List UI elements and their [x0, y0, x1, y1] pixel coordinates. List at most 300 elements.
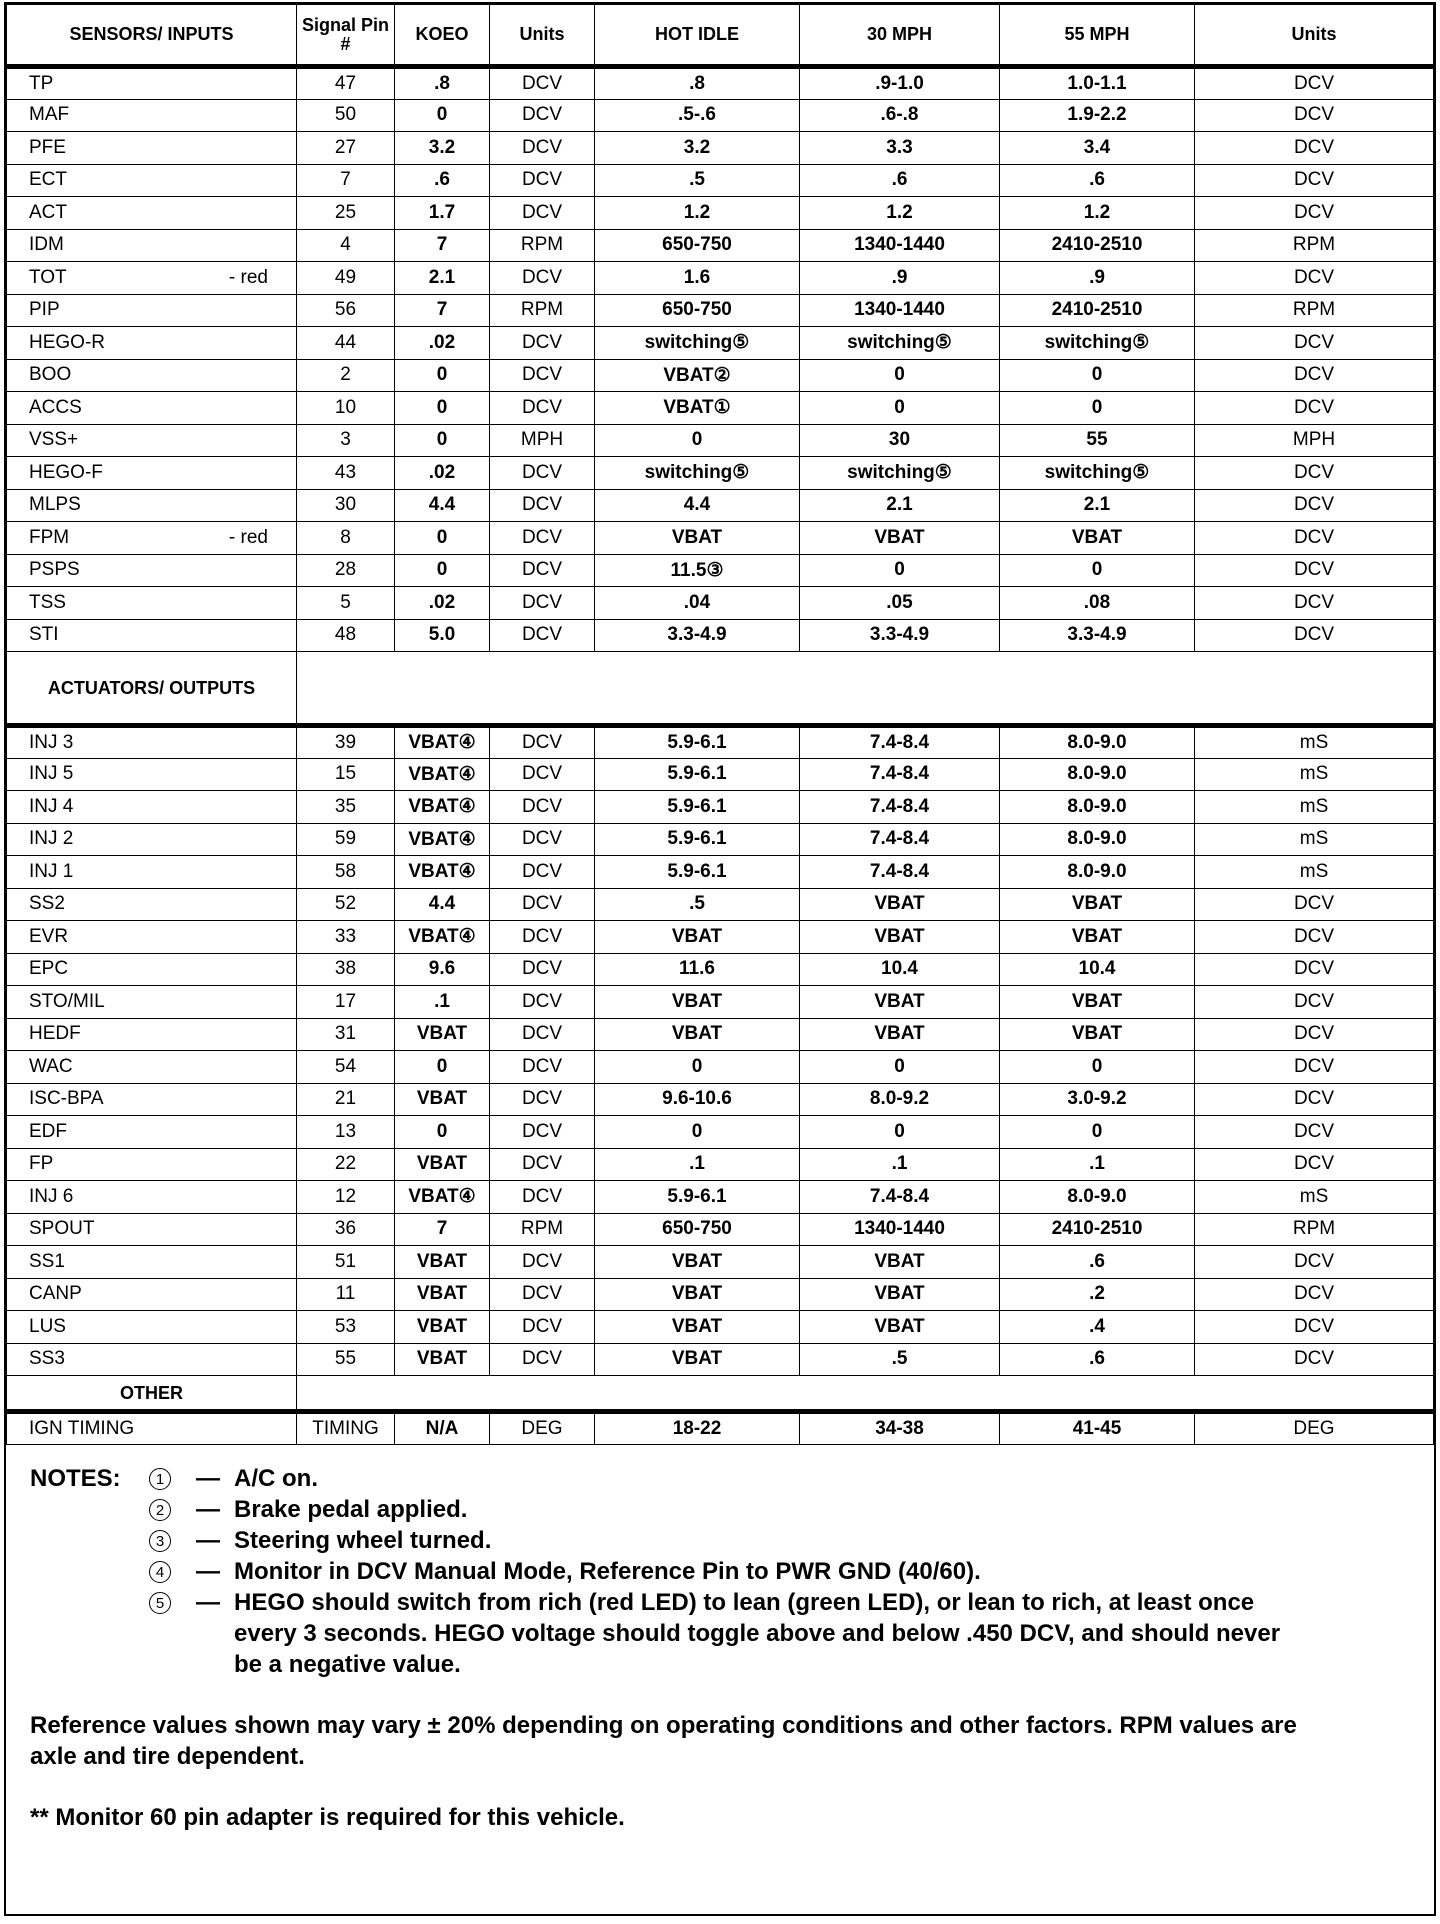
signal-pin: 13	[297, 1116, 395, 1149]
table-row	[7, 489, 1434, 522]
signal-pin: TIMING	[297, 1412, 395, 1445]
signal-pin: 11	[297, 1278, 395, 1311]
units: DCV	[1195, 522, 1434, 555]
component-label: WAC	[29, 1055, 73, 1077]
header-koeo: KOEO	[395, 5, 490, 67]
units: DCV	[490, 1181, 595, 1214]
component-label: MAF	[29, 104, 70, 126]
note-dash: —	[196, 1495, 220, 1523]
koeo-value: 2.1	[395, 262, 490, 295]
hot-idle-value: VBAT	[595, 986, 800, 1019]
table-row	[7, 1343, 1434, 1376]
koeo-value: VBAT④	[395, 726, 490, 759]
koeo-value: VBAT④	[395, 921, 490, 954]
signal-pin: 15	[297, 758, 395, 791]
signal-pin: 44	[297, 327, 395, 360]
55-mph-value: 55	[1000, 424, 1195, 457]
hot-idle-value: VBAT①	[595, 392, 800, 425]
component-label: EVR	[29, 925, 69, 947]
table-row	[7, 726, 1434, 759]
signal-pin: 28	[297, 554, 395, 587]
units: DCV	[1195, 1018, 1434, 1051]
55-mph-value: VBAT	[1000, 888, 1195, 921]
koeo-value: VBAT④	[395, 856, 490, 889]
component-label: INJ 1	[29, 860, 74, 882]
55-mph-value: 1.2	[1000, 197, 1195, 230]
signal-pin: 53	[297, 1311, 395, 1344]
component-label: CANP	[29, 1283, 82, 1305]
55-mph-value: 2410-2510	[1000, 294, 1195, 327]
units: mS	[1195, 823, 1434, 856]
units: DCV	[490, 758, 595, 791]
hot-idle-value: .5-.6	[595, 99, 800, 132]
notes-label	[30, 1494, 138, 1525]
component-label: STO/MIL	[29, 990, 105, 1012]
table-row	[7, 554, 1434, 587]
table-row	[7, 1051, 1434, 1084]
55-mph-value: 0	[1000, 1116, 1195, 1149]
55-mph-value: .9	[1000, 262, 1195, 295]
signal-pin: 22	[297, 1148, 395, 1181]
koeo-value: .02	[395, 457, 490, 490]
component-name	[7, 392, 297, 425]
koeo-value: 0	[395, 99, 490, 132]
note-dash: —	[196, 1588, 220, 1616]
note-number-circle: 3	[149, 1530, 171, 1552]
hot-idle-value: 5.9-6.1	[595, 791, 800, 824]
30-mph-value: 7.4-8.4	[800, 823, 1000, 856]
hot-idle-value: 3.2	[595, 132, 800, 165]
note-number	[138, 1556, 182, 1587]
units: DCV	[490, 791, 595, 824]
units: DCV	[1195, 554, 1434, 587]
koeo-value: VBAT	[395, 1311, 490, 1344]
component-name	[7, 587, 297, 620]
units: DCV	[490, 1083, 595, 1116]
component-name	[7, 359, 297, 392]
units: RPM	[1195, 294, 1434, 327]
koeo-value: .8	[395, 67, 490, 100]
55-mph-value: 2.1	[1000, 489, 1195, 522]
component-name	[7, 522, 297, 555]
koeo-value: VBAT④	[395, 758, 490, 791]
component-label: IDM	[29, 234, 64, 256]
units: DCV	[1195, 888, 1434, 921]
koeo-value: 7	[395, 229, 490, 262]
koeo-value: VBAT④	[395, 823, 490, 856]
units: DCV	[1195, 1083, 1434, 1116]
units: DCV	[490, 1246, 595, 1279]
table-row	[7, 457, 1434, 490]
30-mph-value: 0	[800, 554, 1000, 587]
signal-pin: 4	[297, 229, 395, 262]
table-row	[7, 587, 1434, 620]
signal-pin: 47	[297, 67, 395, 100]
units: DCV	[490, 262, 595, 295]
signal-pin: 10	[297, 392, 395, 425]
table-row	[7, 1246, 1434, 1279]
signal-pin: 38	[297, 953, 395, 986]
30-mph-value: VBAT	[800, 921, 1000, 954]
component-label: SS2	[29, 893, 65, 915]
component-label: INJ 5	[29, 763, 74, 785]
note-dash: —	[196, 1464, 220, 1492]
table-row	[7, 229, 1434, 262]
hot-idle-value: VBAT	[595, 921, 800, 954]
units: DCV	[1195, 1278, 1434, 1311]
30-mph-value: .9-1.0	[800, 67, 1000, 100]
signal-pin: 31	[297, 1018, 395, 1051]
55-mph-value: .1	[1000, 1148, 1195, 1181]
component-name	[7, 921, 297, 954]
30-mph-value: 7.4-8.4	[800, 726, 1000, 759]
note-number-circle: 2	[149, 1499, 171, 1521]
notes-list	[30, 1463, 1434, 1680]
hot-idle-value: .1	[595, 1148, 800, 1181]
koeo-value: .02	[395, 587, 490, 620]
note-text: HEGO should switch from rich (red LED) to lean (green LED), or lean to rich, at least once every 3 seconds. HEGO voltage should toggle above and below .450 DCV, and should never be a negative value.	[234, 1588, 1281, 1678]
component-name	[7, 294, 297, 327]
30-mph-value: 1340-1440	[800, 294, 1000, 327]
30-mph-value: VBAT	[800, 1246, 1000, 1279]
units: DCV	[1195, 197, 1434, 230]
table-row	[7, 1213, 1434, 1246]
55-mph-value: 8.0-9.0	[1000, 856, 1195, 889]
55-mph-value: 1.0-1.1	[1000, 67, 1195, 100]
component-label: LUS	[29, 1315, 66, 1337]
component-name	[7, 791, 297, 824]
units: DCV	[490, 823, 595, 856]
koeo-value: 0	[395, 424, 490, 457]
note-text: A/C on.	[234, 1464, 318, 1492]
30-mph-value: 30	[800, 424, 1000, 457]
units: DCV	[1195, 1116, 1434, 1149]
signal-pin: 2	[297, 359, 395, 392]
30-mph-value: VBAT	[800, 1278, 1000, 1311]
units: DCV	[1195, 953, 1434, 986]
component-name	[7, 457, 297, 490]
component-label: MLPS	[29, 494, 81, 516]
component-name	[7, 262, 297, 295]
30-mph-value: VBAT	[800, 522, 1000, 555]
30-mph-value: 34-38	[800, 1412, 1000, 1445]
table-row	[7, 856, 1434, 889]
units: DCV	[490, 986, 595, 1019]
55-mph-value: 8.0-9.0	[1000, 726, 1195, 759]
adapter-note: ** Monitor 60 pin adapter is required for this vehicle.	[30, 1803, 625, 1831]
signal-pin: 33	[297, 921, 395, 954]
units: DCV	[490, 587, 595, 620]
component-label: FP	[29, 1153, 54, 1175]
signal-pin: 35	[297, 791, 395, 824]
component-name	[7, 953, 297, 986]
55-mph-value: 8.0-9.0	[1000, 823, 1195, 856]
component-name	[7, 67, 297, 100]
units: DCV	[1195, 1051, 1434, 1084]
30-mph-value: 3.3-4.9	[800, 619, 1000, 652]
hot-idle-value: VBAT	[595, 522, 800, 555]
koeo-value: 0	[395, 359, 490, 392]
component-name	[7, 1018, 297, 1051]
notes-label	[30, 1556, 138, 1587]
component-name	[7, 1083, 297, 1116]
notes-label: NOTES:	[30, 1464, 121, 1492]
table-row	[7, 327, 1434, 360]
note-number-circle: 5	[149, 1592, 171, 1614]
header-hot-idle: HOT IDLE	[595, 5, 800, 67]
signal-pin: 7	[297, 164, 395, 197]
30-mph-value: 0	[800, 1051, 1000, 1084]
30-mph-value: VBAT	[800, 1018, 1000, 1051]
note-dash: —	[196, 1526, 220, 1554]
55-mph-value: 0	[1000, 1051, 1195, 1084]
other-section-header-label: OTHER	[7, 1376, 297, 1412]
table-row	[7, 1116, 1434, 1149]
30-mph-value: 3.3	[800, 132, 1000, 165]
units: DCV	[490, 921, 595, 954]
header-units-2: Units	[1195, 5, 1434, 67]
hot-idle-value: 0	[595, 1116, 800, 1149]
table-row	[7, 359, 1434, 392]
units: DCV	[490, 457, 595, 490]
component-name	[7, 327, 297, 360]
55-mph-value: .6	[1000, 1343, 1195, 1376]
note-number	[138, 1525, 182, 1556]
component-name	[7, 1051, 297, 1084]
header-sensors-inputs: SENSORS/ INPUTS	[7, 5, 297, 67]
component-label: SPOUT	[29, 1218, 95, 1240]
table-row	[7, 197, 1434, 230]
30-mph-value: 0	[800, 392, 1000, 425]
units: DCV	[1195, 587, 1434, 620]
units: mS	[1195, 726, 1434, 759]
component-name	[7, 1181, 297, 1214]
koeo-value: 0	[395, 554, 490, 587]
hot-idle-value: 11.6	[595, 953, 800, 986]
component-name	[7, 1116, 297, 1149]
koeo-value: VBAT	[395, 1278, 490, 1311]
units: DCV	[490, 1116, 595, 1149]
component-name	[7, 229, 297, 262]
signal-pin: 52	[297, 888, 395, 921]
koeo-value: .6	[395, 164, 490, 197]
units: DEG	[1195, 1412, 1434, 1445]
units: DCV	[1195, 1148, 1434, 1181]
component-name	[7, 489, 297, 522]
component-name	[7, 1343, 297, 1376]
hot-idle-value: .04	[595, 587, 800, 620]
component-label: PFE	[29, 136, 66, 158]
hot-idle-value: .5	[595, 888, 800, 921]
30-mph-value: .5	[800, 1343, 1000, 1376]
component-label: INJ 3	[29, 731, 74, 753]
hot-idle-value: 3.3-4.9	[595, 619, 800, 652]
30-mph-value: 7.4-8.4	[800, 1181, 1000, 1214]
units: DCV	[1195, 921, 1434, 954]
component-name	[7, 888, 297, 921]
red-tag-label: - red	[228, 266, 268, 288]
component-label: HEGO-R	[29, 331, 105, 353]
units: mS	[1195, 856, 1434, 889]
signal-pin: 39	[297, 726, 395, 759]
component-label: EPC	[29, 958, 69, 980]
component-name	[7, 986, 297, 1019]
component-label: IGN TIMING	[29, 1417, 135, 1439]
signal-pin: 30	[297, 489, 395, 522]
55-mph-value: 2410-2510	[1000, 229, 1195, 262]
30-mph-value: .6	[800, 164, 1000, 197]
actuators-section-header-label: ACTUATORS/ OUTPUTS	[7, 652, 297, 726]
table-row	[7, 953, 1434, 986]
other-section-header	[7, 1376, 1434, 1412]
koeo-value: VBAT④	[395, 791, 490, 824]
component-label: ACCS	[29, 396, 82, 418]
hot-idle-value: switching⑤	[595, 327, 800, 360]
units: RPM	[490, 294, 595, 327]
signal-pin: 49	[297, 262, 395, 295]
red-tag-label: - red	[228, 526, 268, 548]
note-item	[30, 1556, 1434, 1587]
component-label: STI	[29, 624, 59, 646]
header-units: Units	[490, 5, 595, 67]
55-mph-value: 0	[1000, 554, 1195, 587]
component-label: INJ 4	[29, 795, 74, 817]
actuators-section-header	[7, 652, 1434, 726]
table-row	[7, 1148, 1434, 1181]
component-label: EDF	[29, 1120, 67, 1142]
component-name	[7, 856, 297, 889]
koeo-value: 0	[395, 522, 490, 555]
30-mph-value: 0	[800, 1116, 1000, 1149]
55-mph-value: 0	[1000, 392, 1195, 425]
55-mph-value: 8.0-9.0	[1000, 758, 1195, 791]
units: DCV	[490, 1148, 595, 1181]
table-row	[7, 1412, 1434, 1445]
55-mph-value: 8.0-9.0	[1000, 791, 1195, 824]
units: DCV	[1195, 986, 1434, 1019]
30-mph-value: 2.1	[800, 489, 1000, 522]
koeo-value: VBAT	[395, 1018, 490, 1051]
koeo-value: VBAT	[395, 1343, 490, 1376]
table-row	[7, 424, 1434, 457]
actuators-section-header-blank	[297, 652, 1434, 726]
55-mph-value: 3.3-4.9	[1000, 619, 1195, 652]
table-row	[7, 619, 1434, 652]
55-mph-value: 1.9-2.2	[1000, 99, 1195, 132]
units: mS	[1195, 1181, 1434, 1214]
table-row	[7, 888, 1434, 921]
table-row	[7, 1018, 1434, 1051]
component-name	[7, 424, 297, 457]
30-mph-value: 0	[800, 359, 1000, 392]
component-name	[7, 823, 297, 856]
reference-paragraph: Reference values shown may vary ± 20% depending on operating conditions and other factors. RPM values are axle and tire dependent.	[30, 1711, 1297, 1770]
koeo-value: 0	[395, 1051, 490, 1084]
units: RPM	[1195, 1213, 1434, 1246]
units: DCV	[1195, 132, 1434, 165]
signal-pin: 8	[297, 522, 395, 555]
30-mph-value: 8.0-9.2	[800, 1083, 1000, 1116]
header-30-mph: 30 MPH	[800, 5, 1000, 67]
signal-pin: 58	[297, 856, 395, 889]
component-label: FPM	[29, 526, 70, 548]
55-mph-value: VBAT	[1000, 522, 1195, 555]
units: DCV	[490, 359, 595, 392]
units: DCV	[490, 327, 595, 360]
units: DCV	[490, 1343, 595, 1376]
signal-pin: 54	[297, 1051, 395, 1084]
table-row	[7, 1083, 1434, 1116]
30-mph-value: 1340-1440	[800, 1213, 1000, 1246]
units: DCV	[490, 99, 595, 132]
units: DCV	[1195, 457, 1434, 490]
hot-idle-value: 18-22	[595, 1412, 800, 1445]
table-row	[7, 1278, 1434, 1311]
30-mph-value: VBAT	[800, 888, 1000, 921]
units: DCV	[1195, 327, 1434, 360]
component-name	[7, 99, 297, 132]
table-row	[7, 1181, 1434, 1214]
signal-pin: 12	[297, 1181, 395, 1214]
hot-idle-value: VBAT	[595, 1343, 800, 1376]
component-label: HEGO-F	[29, 461, 103, 483]
30-mph-value: switching⑤	[800, 457, 1000, 490]
hot-idle-value: VBAT	[595, 1018, 800, 1051]
component-name	[7, 164, 297, 197]
koeo-value: N/A	[395, 1412, 490, 1445]
30-mph-value: .6-.8	[800, 99, 1000, 132]
units: RPM	[1195, 229, 1434, 262]
koeo-value: VBAT	[395, 1148, 490, 1181]
signal-pin: 5	[297, 587, 395, 620]
units: DCV	[490, 392, 595, 425]
signal-pin: 50	[297, 99, 395, 132]
note-item	[30, 1587, 1434, 1680]
note-item	[30, 1494, 1434, 1525]
hot-idle-value: 0	[595, 424, 800, 457]
units: DCV	[1195, 1343, 1434, 1376]
component-label: BOO	[29, 364, 72, 386]
units: DCV	[490, 164, 595, 197]
note-number-circle: 4	[149, 1561, 171, 1583]
units: DCV	[1195, 1246, 1434, 1279]
55-mph-value: 41-45	[1000, 1412, 1195, 1445]
units: DEG	[490, 1412, 595, 1445]
koeo-value: 4.4	[395, 888, 490, 921]
koeo-value: 4.4	[395, 489, 490, 522]
note-text: Steering wheel turned.	[234, 1526, 492, 1554]
30-mph-value: 1340-1440	[800, 229, 1000, 262]
units: DCV	[1195, 262, 1434, 295]
hot-idle-value: 9.6-10.6	[595, 1083, 800, 1116]
header-55-mph: 55 MPH	[1000, 5, 1195, 67]
signal-pin: 17	[297, 986, 395, 1019]
55-mph-value: 10.4	[1000, 953, 1195, 986]
component-name	[7, 1148, 297, 1181]
units: mS	[1195, 791, 1434, 824]
hot-idle-value: .5	[595, 164, 800, 197]
component-name	[7, 1213, 297, 1246]
units: DCV	[490, 1311, 595, 1344]
component-label: ISC-BPA	[29, 1088, 104, 1110]
55-mph-value: 3.0-9.2	[1000, 1083, 1195, 1116]
note-number	[138, 1587, 182, 1680]
component-name	[7, 554, 297, 587]
30-mph-value: 7.4-8.4	[800, 856, 1000, 889]
koeo-value: .02	[395, 327, 490, 360]
units: RPM	[490, 1213, 595, 1246]
units: DCV	[490, 522, 595, 555]
